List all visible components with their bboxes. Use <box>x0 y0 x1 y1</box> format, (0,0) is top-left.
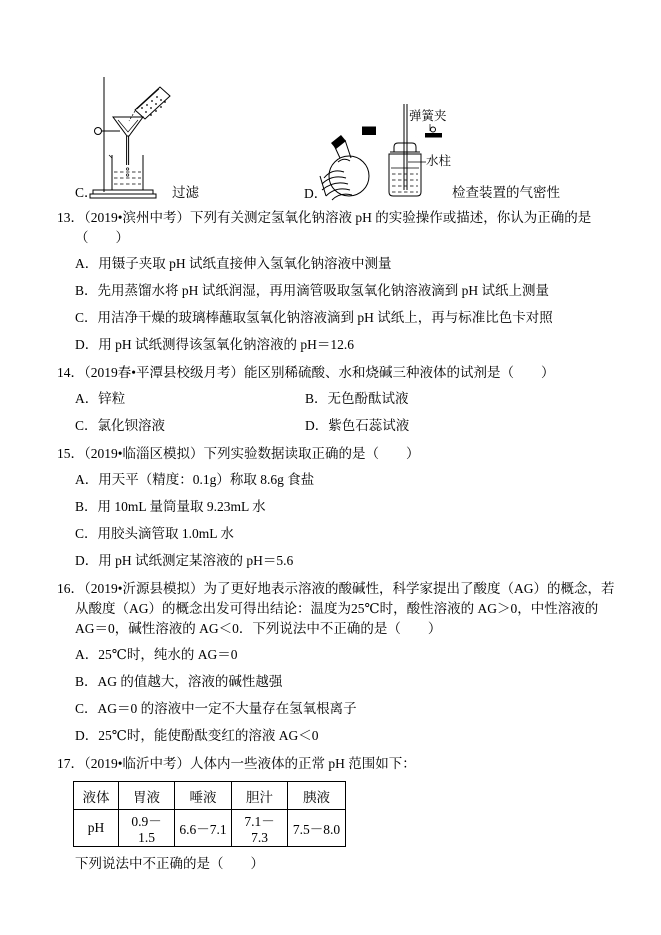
question-14-stem <box>57 363 619 383</box>
table-header-pancreatic: 胰液 <box>288 782 346 810</box>
question-15-stem <box>57 444 619 464</box>
question-15-option-c: C．用胶头滴管取 1.0mL 水 <box>75 526 234 541</box>
questions-area <box>0 202 661 873</box>
water-column-label: 水柱 <box>426 154 452 168</box>
question-13-number: 13． <box>57 210 84 225</box>
question-14-option-d: D．紫色石蕊试液 <box>305 418 410 433</box>
question-14-text: （2019春•平潭县校级月考）能区别稀硫酸、水和烧碱三种液体的试剂是（ ） <box>84 365 555 380</box>
question-17-followup: 下列说法中不正确的是（ ） <box>75 856 264 871</box>
apparatus-figures-row <box>0 0 661 202</box>
question-14-number: 14． <box>57 365 84 380</box>
question-17-number: 17． <box>57 756 84 771</box>
question-14 <box>57 363 619 444</box>
question-16 <box>57 579 619 745</box>
question-15-option-a: A．用天平（精度：0.1g）称取 8.6g 食盐 <box>75 472 315 487</box>
table-value-gastric: 0.9－1.5 <box>119 810 175 847</box>
table-value-bile: 7.1－7.3 <box>232 810 288 847</box>
question-17 <box>57 754 619 873</box>
figure-c-caption: 过滤 <box>172 185 199 200</box>
option-c-label: C． <box>75 185 98 200</box>
question-15-text: （2019•临淄区模拟）下列实验数据读取正确的是（ ） <box>84 446 420 461</box>
question-15-option-b: B．用 10mL 量筒量取 9.23mL 水 <box>75 499 266 514</box>
table-value-row <box>74 810 346 847</box>
question-16-number: 16． <box>57 581 84 596</box>
body-fluids-ph-table <box>73 781 346 847</box>
question-14-option-b: B．无色酚酞试液 <box>305 391 409 406</box>
question-13-option-a: A．用镊子夹取 pH 试纸直接伸入氢氧化钠溶液中测量 <box>75 256 392 271</box>
table-row-label: pH <box>74 810 119 847</box>
table-header-row <box>74 782 346 810</box>
table-header-bile: 胆汁 <box>232 782 288 810</box>
question-13-stem <box>57 208 619 248</box>
question-16-stem <box>57 579 619 639</box>
question-17-text: （2019•临沂中考）人体内一些液体的正常 pH 范围如下： <box>84 756 416 771</box>
question-14-options-row-1 <box>75 390 619 417</box>
question-13-option-c: C．用洁净干燥的玻璃棒蘸取氢氧化钠溶液滴到 pH 试纸上，再与标准比色卡对照 <box>75 310 553 325</box>
filtration-apparatus-figure <box>88 74 206 200</box>
spring-clamp-label: 弹簧夹 <box>409 109 447 123</box>
option-d-label: D． <box>304 186 328 201</box>
question-16-option-b: B．AG 的值越大，溶液的碱性越强 <box>75 674 283 689</box>
question-16-option-c: C．AG＝0 的溶液中一定不大量存在氢氧根离子 <box>75 701 357 716</box>
question-14-option-c: C．氯化钡溶液 <box>75 418 166 433</box>
table-value-saliva: 6.6－7.1 <box>175 810 232 847</box>
question-16-option-d: D．25℃时，能使酚酞变红的溶液 AG＜0 <box>75 728 319 743</box>
table-header-liquid: 液体 <box>74 782 119 810</box>
question-15-option-d: D．用 pH 试纸测定某溶液的 pH＝5.6 <box>75 553 294 568</box>
question-17-stem <box>57 754 619 774</box>
question-14-option-a: A．锌粒 <box>75 391 126 406</box>
question-15 <box>57 444 619 570</box>
question-16-option-a: A．25℃时，纯水的 AG＝0 <box>75 647 238 662</box>
question-13-text: （2019•滨州中考）下列有关测定氢氧化钠溶液 pH 的实验操作或描述，你认为正确的是（ ） <box>75 210 592 245</box>
question-13-option-b: B．先用蒸馏水将 pH 试纸润湿，再用滴管吸取氢氧化钠溶液滴到 pH 试纸上测量 <box>75 283 550 298</box>
question-13 <box>57 208 619 354</box>
table-value-pancreatic: 7.5－8.0 <box>288 810 346 847</box>
figure-d-caption: 检查装置的气密性 <box>452 185 560 200</box>
question-14-options-row-2 <box>75 417 619 444</box>
table-header-saliva: 唾液 <box>175 782 232 810</box>
question-16-text: （2019•沂源县模拟）为了更好地表示溶液的酸碱性，科学家提出了酸度（AG）的概念，若从酸度（AG）的概念出发可得出结论：温度为25℃时，酸性溶液的 AG＞0，中性溶液的 AG＝0，碱性溶液的 AG＜0．下列说法中不正确的是（ ） <box>75 581 615 636</box>
question-15-number: 15． <box>57 446 84 461</box>
table-header-gastric: 胃液 <box>119 782 175 810</box>
question-13-option-d: D．用 pH 试纸测得该氢氧化钠溶液的 pH＝12.6 <box>75 337 354 352</box>
